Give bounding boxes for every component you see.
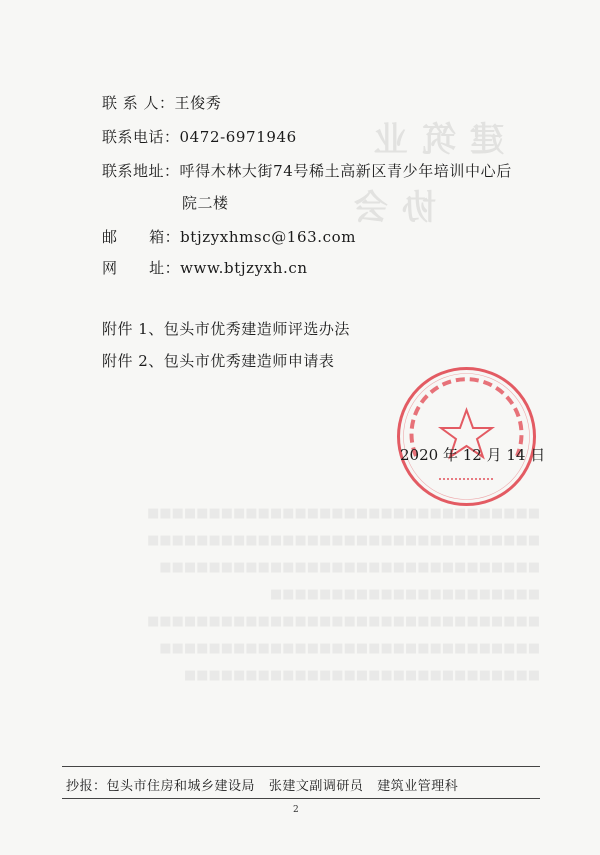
contact-email-label: 邮 箱： — [102, 228, 181, 246]
attachment-item-2: 附件 2、包头市优秀建造师申请表 — [102, 352, 335, 370]
contact-person-line — [102, 92, 221, 113]
document-date: 2020 年 12 月 14 日 — [400, 446, 546, 464]
bleed-through-heading-1: 建筑业 — [360, 120, 504, 160]
contact-address-label: 联系地址： — [102, 162, 180, 180]
page-number: 2 — [293, 805, 299, 815]
contact-person-label: 联 系 人： — [102, 94, 175, 112]
contact-address-value: 呼得木林大街74号稀土高新区青少年培训中心后 — [179, 162, 512, 180]
contact-phone-line — [102, 126, 297, 147]
contact-address-continuation — [182, 192, 229, 213]
contact-address-line — [102, 160, 512, 181]
contact-phone-label: 联系电话： — [102, 128, 180, 146]
bleed-through-body: ■■■■■■■■■■■■■■■■■■■■■■■■■■■■■■■■ ■■■■■■■■■■■■■■■■■■■■■■■■■■■■■■■■ ■■■■■■■■■■■■■■■■■■■■■■■■■■■■■■■ ■■■■■■■■■■■■■■■■■■■■■■ ■■■■■■■■■■■■■■■■■■■■■■■■■■■■■■■■ ■■■■■■■■■■■■■■■■■■■■■■■■■■■■■■■ ■■■■■■■■■■■■■■■■■■■■■■■■■■■■■ — [146, 506, 540, 683]
contact-address-value-line2: 院二楼 — [182, 194, 229, 212]
cc-recipients: 包头市住房和城乡建设局 张建文副调研员 建筑业管理科 — [106, 779, 459, 794]
contact-email-line — [102, 226, 356, 247]
cc-label: 抄报： — [66, 779, 107, 794]
attachment-item-1: 附件 1、包头市优秀建造师评选办法 — [102, 320, 350, 338]
contact-website-label: 网 址： — [102, 259, 181, 277]
contact-website-line — [102, 257, 308, 278]
bleed-through-heading-2: 协会 — [340, 188, 436, 228]
contact-website-value: www.btjzyxh.cn — [180, 259, 308, 277]
footer-rule-bottom — [62, 798, 540, 799]
contact-phone-value: 0472-6971946 — [179, 128, 297, 146]
official-seal-stamp — [394, 364, 539, 509]
contact-email-value: btjzyxhmsc@163.com — [180, 228, 357, 246]
footer-rule-top — [62, 766, 540, 767]
contact-person-value: 王俊秀 — [174, 94, 222, 112]
cc-line — [66, 775, 458, 794]
